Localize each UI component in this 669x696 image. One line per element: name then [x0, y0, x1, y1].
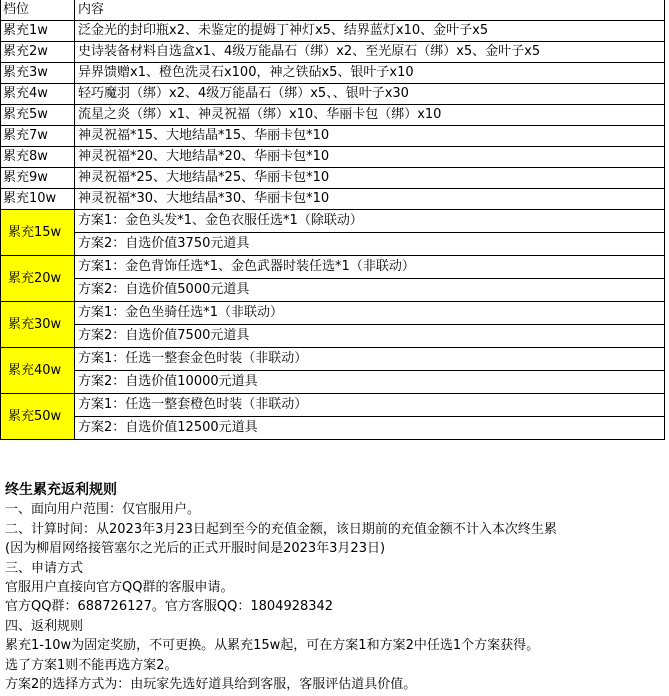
content-cell: 神灵祝福*15、大地结晶*15、华丽卡包*10 — [75, 126, 665, 147]
table-row — [1, 348, 665, 371]
tier-cell: 累充3w — [1, 63, 75, 84]
content-cell: 轻巧魔羽（绑）x2、4级万能晶石（绑）x5、、银叶子x30 — [75, 84, 665, 105]
tier-cell-highlighted: 累充30w — [1, 302, 75, 348]
rule-line: (因为柳眉网络接管塞尔之光后的正式开服时间是2023年3月23日) — [5, 541, 386, 557]
option2-cell: 方案2：自选价值10000元道具 — [75, 371, 665, 394]
option1-cell: 方案1：金色背饰任选*1、金色武器时装任选*1（非联动） — [75, 256, 665, 279]
header-tier: 档位 — [1, 0, 75, 21]
option2-cell: 方案2：自选价值7500元道具 — [75, 325, 665, 348]
table-row — [1, 21, 665, 42]
table-row — [1, 168, 665, 189]
table-row — [1, 256, 665, 279]
table-row — [1, 371, 665, 394]
rules-section — [5, 481, 669, 694]
tier-cell-highlighted: 累充20w — [1, 256, 75, 302]
header-content: 内容 — [75, 0, 665, 21]
table-row — [1, 84, 665, 105]
tier-cell: 累充10w — [1, 189, 75, 210]
tier-cell: 累充5w — [1, 105, 75, 126]
table-row — [1, 279, 665, 302]
rule-line: 官服用户直接向官方QQ群的客服申请。 — [5, 579, 234, 595]
tier-cell: 累充4w — [1, 84, 75, 105]
content-cell: 神灵祝福*30、大地结晶*30、华丽卡包*10 — [75, 189, 665, 210]
table-row — [1, 126, 665, 147]
option1-cell: 方案1：金色坐骑任选*1（非联动） — [75, 302, 665, 325]
table-row — [1, 147, 665, 168]
content-cell: 神灵祝福*25、大地结晶*25、华丽卡包*10 — [75, 168, 665, 189]
content-cell: 泛金光的封印瓶x2、未鉴定的提姆丁神灯x5、结界蓝灯x10、金叶子x5 — [75, 21, 665, 42]
rule-line: 二、计算时间：从2023年3月23日起到至今的充值金额，该日期前的充值金额不计入本次终生累 — [5, 521, 557, 537]
content-cell: 神灵祝福*20、大地结晶*20、华丽卡包*10 — [75, 147, 665, 168]
tier-cell-highlighted: 累充40w — [1, 348, 75, 394]
table-row — [1, 42, 665, 63]
rule-line: 累充1-10w为固定奖励，不可更换。从累充15w起，可在方案1和方案2中任选1个方案获得。 — [5, 638, 540, 654]
tier-cell: 累充9w — [1, 168, 75, 189]
content-cell: 流星之炎（绑）x1、神灵祝福（绑）x10、华丽卡包（绑）x10 — [75, 105, 665, 126]
tier-cell: 累充2w — [1, 42, 75, 63]
table-row — [1, 189, 665, 210]
table-row — [1, 63, 665, 84]
table-row — [1, 210, 665, 233]
table-row — [1, 417, 665, 440]
rules-lines — [5, 500, 669, 694]
table-row — [1, 302, 665, 325]
table-row — [1, 394, 665, 417]
tier-cell: 累充7w — [1, 126, 75, 147]
table-header-row — [1, 0, 665, 21]
option2-cell: 方案2：自选价值12500元道具 — [75, 417, 665, 440]
option1-cell: 方案1：金色头发*1、金色衣服任选*1（除联动） — [75, 210, 665, 233]
option1-cell: 方案1：任选一整套橙色时装（非联动） — [75, 394, 665, 417]
rule-line: 一、面向用户范围：仅官服用户。 — [5, 502, 201, 518]
rule-line: 四、返利规则 — [5, 618, 84, 634]
option1-cell: 方案1：任选一整套金色时装（非联动） — [75, 348, 665, 371]
rule-line: 官方QQ群：688726127。官方客服QQ：1804928342 — [5, 599, 334, 615]
table-row — [1, 325, 665, 348]
option2-cell: 方案2：自选价值5000元道具 — [75, 279, 665, 302]
rule-line: 方案2的选择方式为：由玩家先选好道具给到客服，客服评估道具价值。 — [5, 676, 417, 692]
content-cell: 异界馈赠x1、橙色洗灵石x100，神之铁砧x5、银叶子x10 — [75, 63, 665, 84]
tier-cell-highlighted: 累充15w — [1, 210, 75, 256]
rule-line: 三、申请方式 — [5, 560, 84, 576]
rules-title: 终生累充返利规则 — [5, 482, 117, 498]
content-cell: 史诗装备材料自选盒x1、4级万能晶石（绑）x2、至光原石（绑）x5、金叶子x5 — [75, 42, 665, 63]
tier-cell-highlighted: 累充50w — [1, 394, 75, 440]
table-row — [1, 233, 665, 256]
tier-cell: 累充8w — [1, 147, 75, 168]
tier-cell: 累充1w — [1, 21, 75, 42]
option2-cell: 方案2：自选价值3750元道具 — [75, 233, 665, 256]
rule-line: 选了方案1则不能再选方案2。 — [5, 657, 178, 673]
table-row — [1, 105, 665, 126]
